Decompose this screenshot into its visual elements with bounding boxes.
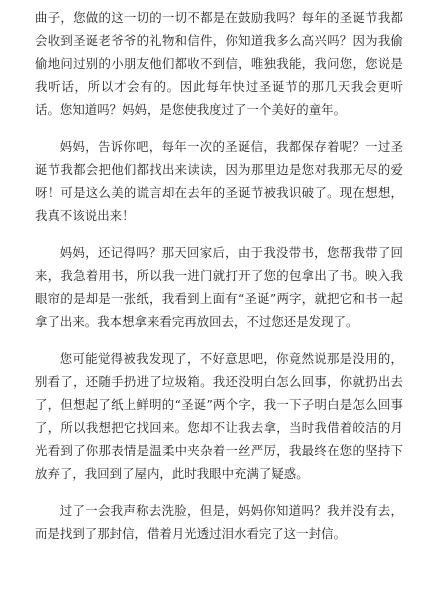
paragraph-5: 过了一会我声称去洗脸，但是，妈妈你知道吗？我并没有去，而是找到了那封信，借着月光透过泪水看完了这一封信。	[35, 503, 403, 541]
paragraph-4: 您可能觉得被我发现了，不好意思吧，你竟然说那是没用的，别看了，还随手扔进了垃圾箱。我还没明白怎么回事，你就扔出去了，但想起了纸上鲜明的“圣诞”两个字，我一下子明白是怎么回事了，所以我想把它找回来。您却不让我去拿，当时我借着皎洁的月光看到了你那表情是温柔中夹杂着一丝严厉，我最终在您的坚持下放弃了，我回到了屋内，此时我眼中充满了疑惑。	[35, 351, 403, 481]
paragraph-1: 曲子，您做的这一切的一切不都是在鼓励我吗？每年的圣诞节我都会收到圣诞老爷爷的礼物和信件，你知道我多么高兴吗？因为我偷偷地问过别的小朋友他们都收不到信，唯独我能，我问您，您说是我听话，所以才会有的。因此每年快过圣诞节的那几天我会更听话。您知道吗？妈妈，是您使我度过了一个美好的童年。	[35, 10, 403, 117]
paragraph-2: 妈妈，告诉你吧，每年一次的圣诞信，我都保存着呢？一过圣诞节我都会把他们都找出来读读，因为那里边是您对我那无尽的爱呀！可是这么美的谎言却在去年的圣诞节被我识破了。现在想想，我真不该说出来！	[35, 139, 403, 223]
paragraph-3: 妈妈，还记得吗？那天回家后，由于我没带书，您帮我带了回来，我急着用书，所以我一进门就打开了您的包拿出了书。映入我眼帘的是却是一张纸，我看到上面有“圣诞”两字，就把它和书一起拿了出来。我本想拿来看完再放回去，不过您还是发现了。	[35, 245, 403, 329]
